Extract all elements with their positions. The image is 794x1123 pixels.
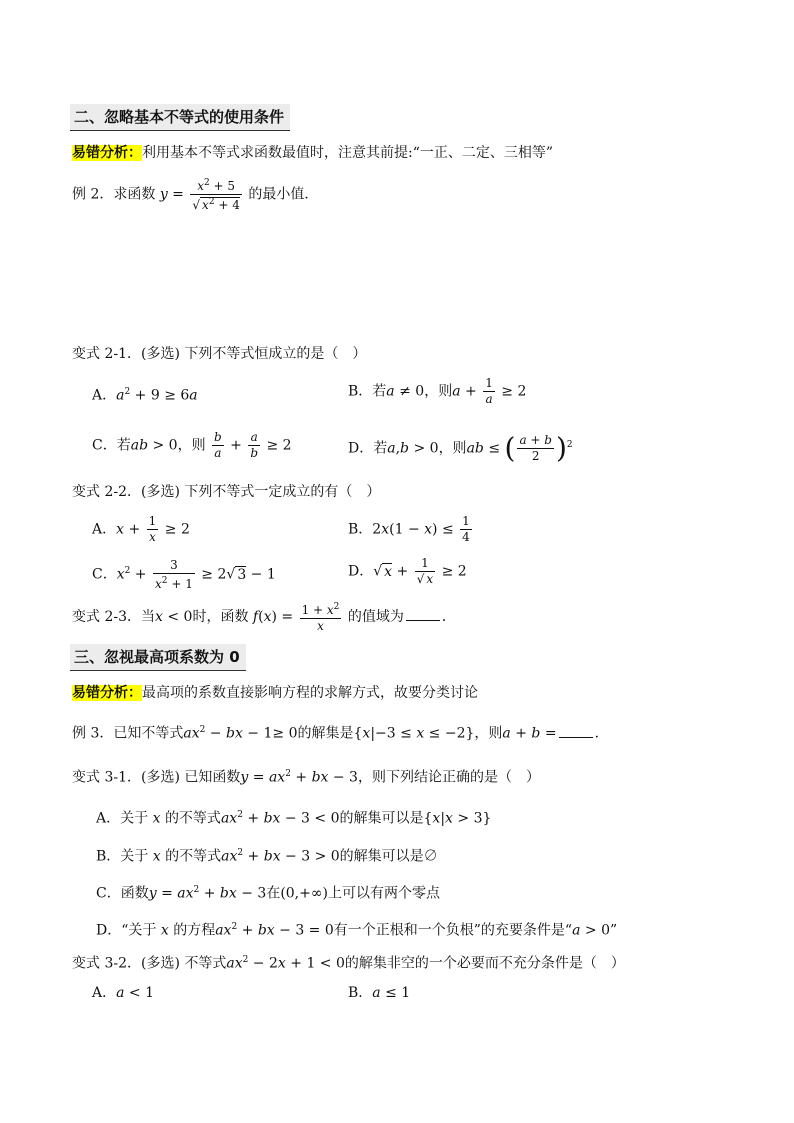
- variant-2-2-option-c: C．$x^2$ + $\frac{3}{x^2 + 1}$ ≥ 2√ 3 − 1: [92, 557, 276, 591]
- section-3-analysis: [72, 683, 478, 703]
- example-2: 例 2．求函数 y = $\frac{x^2 + 5}{√ x^2 + 4}$ 的最小值．: [72, 178, 319, 212]
- example-2-prefix: 例 2．求函数: [72, 186, 156, 203]
- variant-2-1-option-b: B．若a ≠ 0，则a + $\frac{1}{a}$ ≥ 2: [348, 376, 527, 406]
- variant-2-2-stem: 变式 2-2．(多选) 下列不等式一定成立的有（ ）: [72, 484, 381, 500]
- variant-2-1-option-d: D．若a,b > 0，则ab ≤ ( $\frac{a + b}{2}$ )$^2$: [348, 431, 573, 465]
- analysis-text: 最高项的系数直接影响方程的求解方式，故要分类讨论: [142, 685, 478, 701]
- variant-2-1-option-c: C．若ab > 0，则 $\frac{b}{a}$ + $\frac{a}{b}$ ≥ 2: [92, 430, 292, 460]
- section-2-heading: 二、忽略基本不等式的使用条件: [70, 104, 290, 131]
- section-2-analysis: [72, 143, 553, 163]
- example-3: 例 3．已知不等式$ax^2$ − bx − 1≥ 0的解集是{x|−3 ≤ x ≤ −2}，则a + b = ．: [72, 725, 609, 742]
- variant-3-2-option-a: A．a < 1: [92, 985, 155, 1001]
- answer-blank[interactable]: [559, 725, 593, 738]
- variant-2-2-option-b: B．2x(1 − x) ≤ $\frac{1}{4}$: [348, 514, 470, 544]
- variant-2-1-option-a: A．$a^2 + 9 \ge 6a$: [92, 387, 198, 404]
- variant-2-2-option-d: D．√ x + $\frac{1}{√ x}$ ≥ 2: [348, 556, 467, 586]
- example-2-suffix: 的最小值．: [248, 186, 319, 203]
- variant-2-2-option-a: A．x + $\frac{1}{x}$ ≥ 2: [92, 514, 190, 544]
- variant-3-1-option-a: A．关于 x 的不等式$ax^2$ + bx − 3 < 0的解集可以是{x|x > 3}: [96, 810, 492, 827]
- variant-2-3: 变式 2-3．当x < 0时，函数 f(x) = $\frac{1 + x^2}{x}$ 的值域为 ．: [72, 602, 456, 633]
- variant-3-2-option-b: B．a ≤ 1: [348, 985, 411, 1001]
- variant-2-1-stem: 变式 2-1．(多选) 下列不等式恒成立的是（ ）: [72, 346, 367, 362]
- variant-3-1-option-c: C．函数$y = ax^2$ + bx − 3在(0,+∞)上可以有两个零点: [96, 885, 440, 902]
- variant-3-1-option-b: B．关于 x 的不等式$ax^2$ + bx − 3 > 0的解集可以是∅: [96, 848, 438, 865]
- variant-3-1-stem: 变式 3-1．(多选) 已知函数$y = ax^2$ + bx − 3，则下列结论正确的是（ ）: [72, 769, 540, 786]
- example-2-fraction: $\frac{x^2 + 5}{√ x^2 + 4}$: [192, 178, 240, 212]
- analysis-label: 易错分析：: [72, 685, 142, 701]
- section-3-heading: 三、忽视最高项系数为 0: [70, 644, 246, 671]
- variant-3-2-stem: 变式 3-2．(多选) 不等式$ax^2 - 2x + 1 < 0$的解集非空的一个必要而不充分条件是（ ）: [72, 955, 625, 972]
- analysis-label: 易错分析：: [72, 145, 142, 161]
- variant-3-1-option-d: D．“关于 x 的方程$ax^2$ + bx − 3 = 0有一个正根和一个负根”的充要条件是“a > 0”: [96, 922, 618, 939]
- answer-blank[interactable]: [406, 608, 440, 621]
- analysis-text: 利用基本不等式求函数最值时，注意其前提:“一正、二定、三相等”: [142, 145, 554, 161]
